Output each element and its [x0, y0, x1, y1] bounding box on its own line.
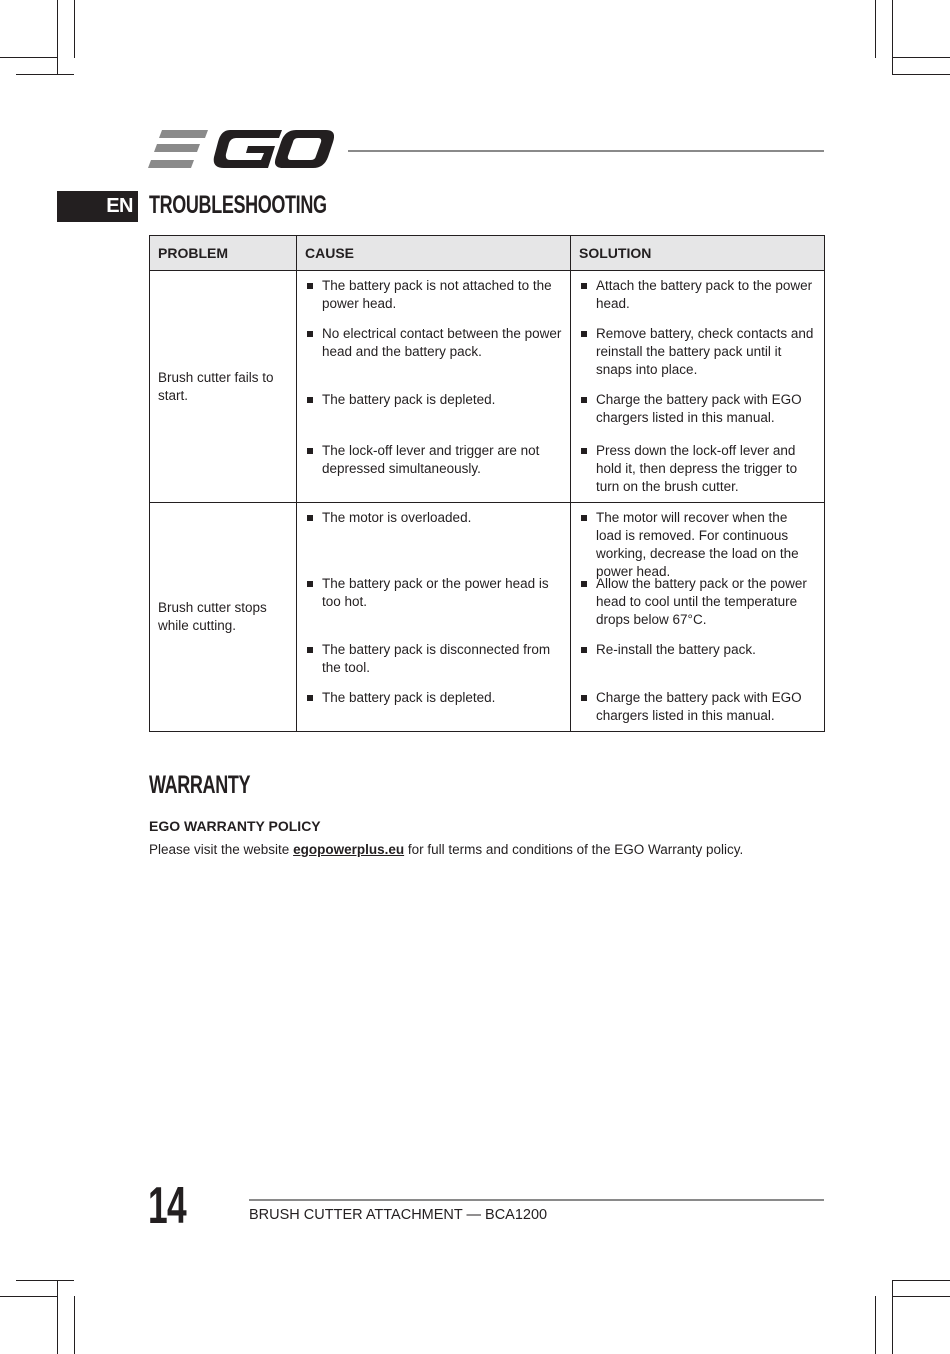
- cause-item: The battery pack is depleted.: [305, 689, 562, 707]
- cause-item: The battery pack is depleted.: [305, 391, 562, 442]
- footer-title: BRUSH CUTTER ATTACHMENT — BCA1200: [249, 1207, 548, 1223]
- table-row: [150, 271, 825, 503]
- table-row: [150, 503, 825, 732]
- bullet-icon: [581, 448, 587, 454]
- header-rule: [348, 150, 824, 152]
- cause-cell: [297, 503, 571, 732]
- problem-cell: Brush cutter fails to start.: [150, 271, 297, 503]
- cause-item: The lock-off lever and trigger are not depressed simultaneously.: [305, 442, 562, 478]
- crop-mark: [16, 1280, 74, 1281]
- cause-item: The battery pack is disconnected from the tool.: [305, 641, 562, 689]
- crop-mark: [892, 0, 893, 74]
- warranty-policy-heading: EGO WARRANTY POLICY: [149, 818, 321, 834]
- crop-mark: [0, 1296, 58, 1297]
- solution-item: Charge the battery pack with EGO chargers listed in this manual.: [579, 391, 816, 442]
- bullet-icon: [307, 448, 313, 454]
- solution-cell: [571, 271, 825, 503]
- bullet-icon: [307, 647, 313, 653]
- crop-mark: [16, 74, 74, 75]
- crop-mark: [74, 0, 75, 58]
- crop-mark: [892, 1280, 950, 1281]
- crop-mark: [892, 74, 950, 75]
- solution-item: Allow the battery pack or the power head to cool until the temperature drops below 67°C.: [579, 575, 816, 641]
- cause-cell: [297, 271, 571, 503]
- cause-item: The battery pack is not attached to the power head.: [305, 277, 562, 325]
- cause-item: The motor is overloaded.: [305, 509, 562, 575]
- solution-item: The motor will recover when the load is removed. For continuous working, decrease the load on the power head.: [579, 509, 816, 575]
- crop-mark: [0, 57, 58, 58]
- crop-mark: [875, 0, 876, 58]
- bullet-icon: [307, 283, 313, 289]
- warranty-website-link[interactable]: egopowerplus.eu: [293, 842, 405, 857]
- bullet-icon: [581, 695, 587, 701]
- bullet-icon: [581, 647, 587, 653]
- warranty-text-after: for full terms and conditions of the EGO Warranty policy.: [404, 842, 744, 857]
- bullet-icon: [307, 331, 313, 337]
- solution-item: Attach the battery pack to the power head.: [579, 277, 816, 325]
- language-tab: EN: [57, 191, 138, 222]
- header-solution: SOLUTION: [571, 236, 825, 271]
- page-number: 14: [148, 1177, 186, 1235]
- ego-logo: [148, 128, 334, 174]
- crop-mark: [74, 1296, 75, 1354]
- bullet-icon: [581, 581, 587, 587]
- bullet-icon: [307, 695, 313, 701]
- solution-item: Press down the lock-off lever and hold it, then depress the trigger to turn on the brush cutter.: [579, 442, 816, 496]
- bullet-icon: [307, 581, 313, 587]
- problem-cell: Brush cutter stops while cutting.: [150, 503, 297, 732]
- solution-item: Remove battery, check contacts and reinstall the battery pack until it snaps into place.: [579, 325, 816, 391]
- crop-mark: [892, 1296, 950, 1297]
- crop-mark: [892, 57, 950, 58]
- header-cause: CAUSE: [297, 236, 571, 271]
- solution-cell: [571, 503, 825, 732]
- header-problem: PROBLEM: [150, 236, 297, 271]
- bullet-icon: [307, 515, 313, 521]
- troubleshooting-title: TROUBLESHOOTING: [149, 191, 327, 219]
- cause-item: The battery pack or the power head is too hot.: [305, 575, 562, 641]
- footer-rule: [249, 1199, 824, 1201]
- bullet-icon: [581, 515, 587, 521]
- crop-mark: [875, 1296, 876, 1354]
- bullet-icon: [307, 397, 313, 403]
- warranty-text-before: Please visit the website: [149, 842, 294, 857]
- bullet-icon: [581, 331, 587, 337]
- crop-mark: [57, 1280, 58, 1354]
- troubleshooting-table: [149, 235, 825, 732]
- warranty-title: WARRANTY: [149, 771, 251, 799]
- solution-item: Charge the battery pack with EGO chargers listed in this manual.: [579, 689, 816, 725]
- crop-mark: [892, 1280, 893, 1354]
- bullet-icon: [581, 397, 587, 403]
- crop-mark: [57, 0, 58, 74]
- table-header-row: [150, 236, 825, 271]
- warranty-text: [149, 842, 743, 857]
- cause-item: No electrical contact between the power head and the battery pack.: [305, 325, 562, 391]
- bullet-icon: [581, 283, 587, 289]
- solution-item: Re-install the battery pack.: [579, 641, 816, 689]
